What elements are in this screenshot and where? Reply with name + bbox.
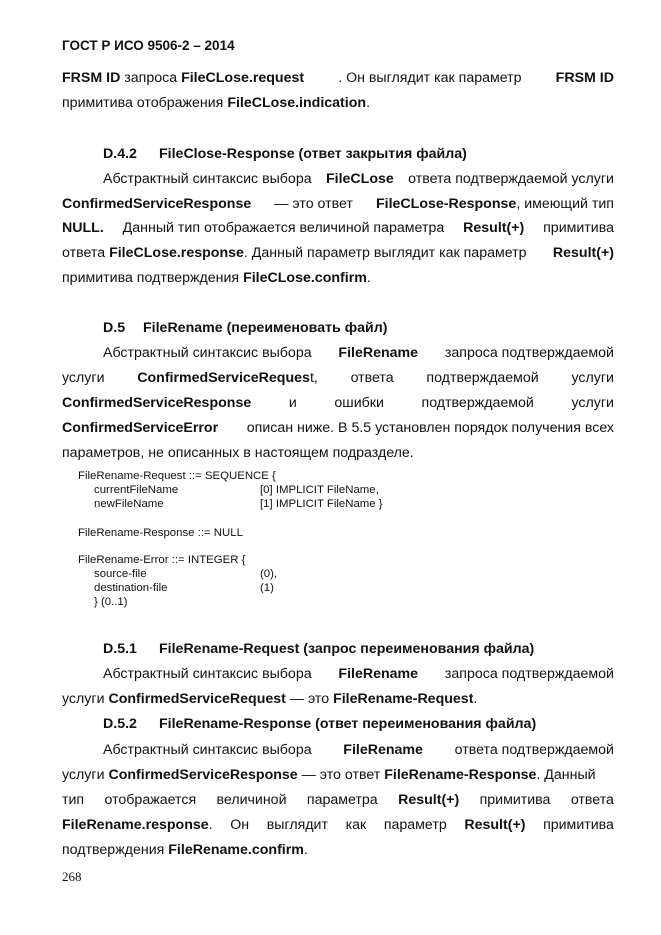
paragraph-line: Абстрактный синтаксис выбора FileRename запроса подтверждаемой: [103, 345, 614, 361]
paragraph-line: примитива подтверждения FileCLose.confirm.: [62, 270, 371, 286]
paragraph-line: тип отображается величиной параметра Result(+) примитива ответа: [62, 792, 614, 808]
paragraph-line: примитива отображения FileCLose.indication.: [62, 95, 371, 111]
paragraph-line: ConfirmedServiceResponse и ошибки подтверждаемой услуги: [62, 395, 614, 411]
code-line: FileRename-Error ::= INTEGER {: [78, 554, 246, 566]
paragraph-line: ConfirmedServiceError описан ниже. В 5.5 установлен порядок получения всех: [62, 420, 614, 436]
section-heading-d5: D.5 FileRename (переименовать файл): [103, 320, 388, 336]
section-heading-d51: D.5.1 FileRename-Request (запрос переименования файла): [103, 641, 535, 657]
code-field: source-file: [94, 568, 147, 580]
section-heading-d42: D.4.2 FileClose-Response (ответ закрытия файла): [103, 146, 467, 162]
code-line: } (0..1): [94, 596, 128, 608]
code-value: (0),: [260, 568, 278, 580]
code-value: [0] IMPLICIT FileName,: [260, 484, 379, 496]
code-value: (1): [260, 582, 274, 594]
code-line: FileRename-Response ::= NULL: [78, 527, 243, 539]
code-field: currentFileName: [94, 484, 179, 496]
paragraph-line: ConfirmedServiceResponse — это ответ FileCLose-Response, имеющий тип: [62, 196, 614, 212]
document-header: ГОСТ Р ИСО 9506-2 – 2014: [62, 38, 235, 53]
paragraph-line: подтверждения FileRename.confirm.: [62, 842, 308, 858]
paragraph-line: услуги ConfirmedServiceRequest — это FileRename-Request.: [62, 691, 478, 707]
paragraph-line: FRSM ID запроса FileCLose.request . Он выглядит как параметр FRSM ID: [62, 70, 614, 86]
paragraph-line: FileRename.response. Он выглядит как параметр Result(+) примитива: [62, 817, 614, 833]
code-field: destination-file: [94, 582, 168, 594]
paragraph-line: ответа FileCLose.response. Данный параметр выглядит как параметр Result(+): [62, 245, 614, 261]
paragraph-line: услуги ConfirmedServiceRequest, ответа подтверждаемой услуги: [62, 370, 614, 386]
paragraph-line: Абстрактный синтаксис выбора FileRename запроса подтверждаемой: [103, 666, 614, 682]
paragraph-line: NULL. Данный тип отображается величиной параметра Result(+) примитива: [62, 220, 614, 236]
paragraph-line: Абстрактный синтаксис выбора FileRename ответа подтверждаемой: [103, 742, 614, 758]
paragraph-line: Абстрактный синтаксис выбора FileCLose ответа подтверждаемой услуги: [103, 171, 614, 187]
code-field: newFileName: [94, 498, 164, 510]
paragraph-line: параметров, не описанных в настоящем подразделе.: [62, 445, 414, 461]
code-value: [1] IMPLICIT FileName }: [260, 498, 383, 510]
page-number: 268: [62, 869, 82, 884]
paragraph-line: услуги ConfirmedServiceResponse — это ответ FileRename-Response. Данный: [62, 767, 596, 783]
code-line: FileRename-Request ::= SEQUENCE {: [78, 470, 276, 482]
section-heading-d52: D.5.2 FileRename-Response (ответ переименования файла): [103, 716, 537, 732]
